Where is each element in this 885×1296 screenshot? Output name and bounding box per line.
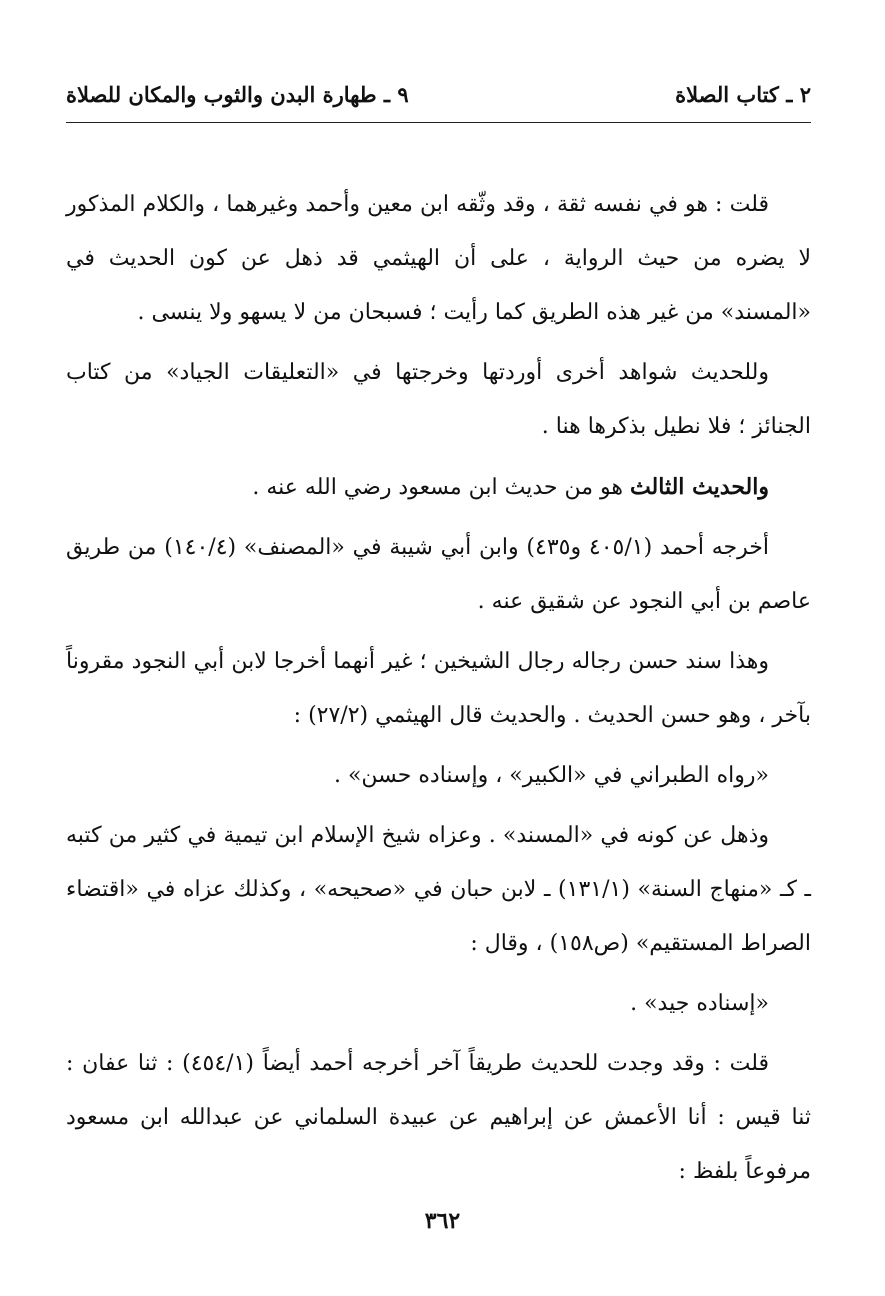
page-body — [66, 178, 811, 1205]
paragraph-text: وللحديث شواهد أخرى أوردتها وخرجتها في «التعليقات الجياد» من كتاب الجنائز ؛ فلا نطيل بذكرها هنا . — [66, 360, 811, 439]
paragraph-text: قلت : هو في نفسه ثقة ، وقد وثّقه ابن معين وأحمد وغيرهما ، والكلام المذكور لا يضره من حيث الرواية ، على أن الهيثمي قد ذهل عن كون الحديث في «المسند» من غير هذه الطريق كما رأيت ؛ فسبحان من لا يسهو ولا ينسى . — [66, 192, 811, 325]
paragraph — [66, 178, 811, 340]
paragraph — [66, 635, 811, 743]
paragraph — [66, 809, 811, 971]
header-rule — [66, 122, 811, 123]
paragraph-text: قلت : وقد وجدت للحديث طريقاً آخر أخرجه أحمد أيضاً (٤٥٤/١) : ثنا عفان : ثنا قيس : أنا الأعمش عن إبراهيم عن عبيدة السلماني عن عبدالله ابن مسعود مرفوعاً بلفظ : — [66, 1051, 811, 1184]
section-title: ٩ ـ طهارة البدن والثوب والمكان للصلاة — [66, 82, 409, 107]
quotation: «رواه الطبراني في «الكبير» ، وإسناده حسن» . — [333, 763, 769, 788]
paragraph — [66, 1037, 811, 1199]
third-hadith-heading: والحديث الثالث — [629, 474, 769, 500]
paragraph-text: وذهل عن كونه في «المسند» . وعزاه شيخ الإسلام ابن تيمية في كثير من كتبه ـ كـ «منهاج السنة» (١٣١/١) ـ لابن حبان في «صحيحه» ، وكذلك عزاه في «اقتضاء الصراط المستقيم» (ص١٥٨) ، وقال : — [66, 823, 811, 956]
quotation: «إسناده جيد» . — [630, 991, 769, 1016]
paragraph-text: وهذا سند حسن رجاله رجال الشيخين ؛ غير أنهما أخرجا لابن أبي النجود مقروناً بآخر ، وهو حسن الحديث . والحديث قال الهيثمي (٢٧/٢) : — [66, 649, 811, 728]
paragraph — [66, 460, 811, 515]
paragraph-text: أخرجه أحمد (٤٠٥/١ و٤٣٥) وابن أبي شيبة في «المصنف» (١٤٠/٤) من طريق عاصم بن أبي النجود عن شقيق عنه . — [66, 535, 811, 614]
paragraph — [66, 346, 811, 454]
page-number: ٣٦٢ — [424, 1208, 461, 1234]
paragraph-text: هو من حديث ابن مسعود رضي الله عنه . — [252, 475, 630, 500]
running-header — [66, 82, 811, 116]
chapter-title: ٢ ـ كتاب الصلاة — [675, 82, 811, 107]
paragraph — [66, 521, 811, 629]
